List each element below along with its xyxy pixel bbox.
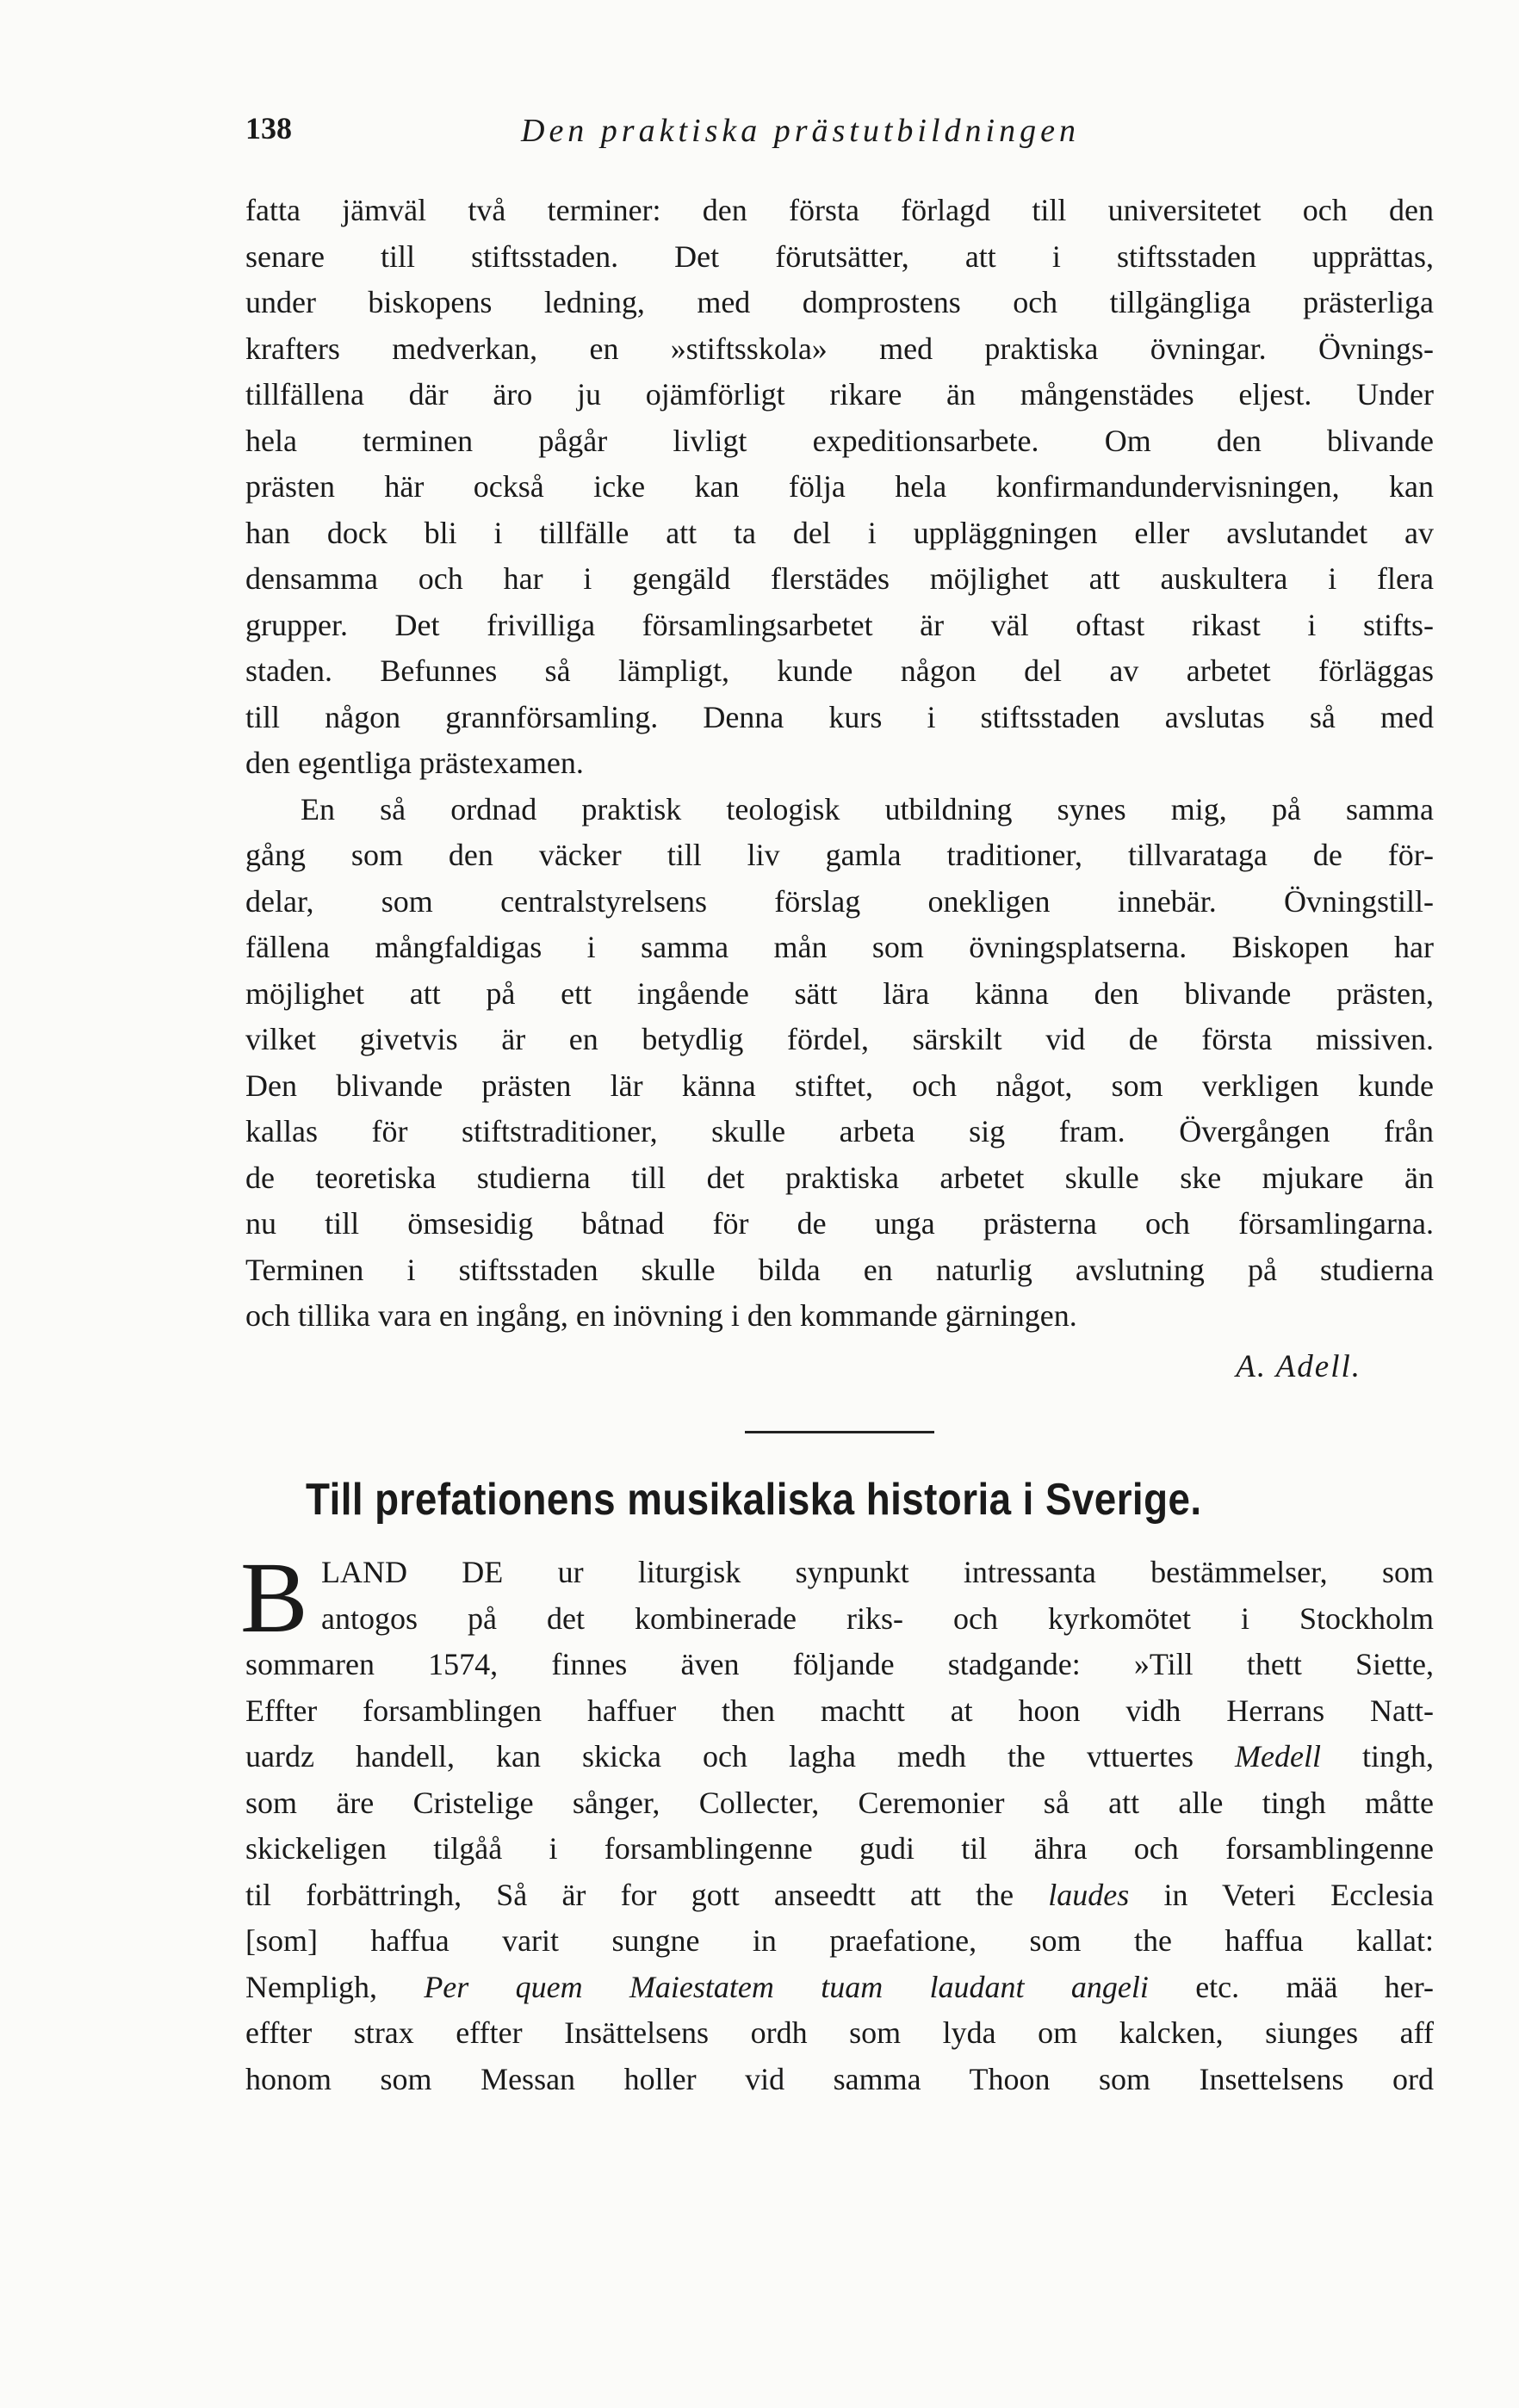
text-run: in Veteri Ecclesia [1129, 1877, 1434, 1912]
running-title: Den praktiska prästutbildningen [521, 113, 1080, 149]
drop-cap: B [240, 1541, 308, 1654]
text-line: En så ordnad praktisk teologisk utbildning synes mig, på samma [301, 791, 1434, 826]
text-line: han dock bli i tillfälle att ta del i uppläggningen eller avslutandet av [245, 515, 1434, 550]
author-signature: A. Adell. [1236, 1349, 1361, 1384]
text-line [245, 1734, 1434, 1780]
text-line: den egentliga prästexamen. [245, 746, 584, 780]
text-line: vilket givetvis är en betydlig fördel, särskilt vid de första missiven. [245, 1022, 1434, 1056]
text-line: senare till stiftsstaden. Det förutsätter, att i stiftsstaden upprättas, [245, 238, 1434, 274]
text-line: prästen här också icke kan följa hela konfirmandundervisningen, kan [245, 469, 1434, 504]
section-divider [745, 1431, 934, 1433]
text-line: LAND DE ur liturgisk synpunkt intressanta bestämmelser, som [321, 1555, 1434, 1589]
text-run: til forbättringh, Så är for gott anseedtt att the [245, 1877, 1049, 1912]
text-line: fällena mångfaldigas i samma mån som övningsplatserna. Biskopen har [245, 930, 1434, 964]
text-run: etc. mää her- [1148, 1969, 1434, 2004]
drop-cap-paragraph [240, 1541, 1434, 1654]
section-heading: Till prefationens musikaliska historia i Sverige. [306, 1475, 1202, 1525]
text-run: tingh, [1320, 1739, 1434, 1774]
text-line: antogos på det kombinerade riks- och kyrkomötet i Stockholm [321, 1600, 1434, 1636]
text-line: och tillika vara en ingång, en inövning i den kommande gärningen. [245, 1298, 1077, 1333]
text-line [245, 1965, 1434, 2011]
text-line: som äre Cristelige sånger, Collecter, Ceremonier så att alle tingh måtte [245, 1785, 1434, 1820]
text-line: hela terminen pågår livligt expeditionsarbete. Om den blivande [245, 423, 1434, 458]
text-run: uardz handell, kan skicka och lagha medh the vttuertes [245, 1739, 1235, 1774]
text-line: tillfällena där äro ju ojämförligt rikare än mångenstädes eljest. Under [245, 377, 1434, 412]
text-line: honom som Messan holler vid samma Thoon som Insettelsens ord [245, 2061, 1434, 2096]
text-line [245, 1873, 1434, 1919]
text-line: Den blivande prästen lär känna stiftet, och något, som verkligen kunde [245, 1068, 1434, 1103]
page-header [245, 110, 1434, 153]
text-line: sommaren 1574, finnes även följande stadgande: »Till thett Siette, [245, 1647, 1434, 1681]
text-line: grupper. Det frivilliga församlingsarbetet är väl oftast rikast i stifts- [245, 607, 1434, 642]
text-line: densamma och har i gengäld flerstädes möjlighet att auskultera i flera [245, 561, 1434, 596]
section-body [240, 1541, 1434, 2102]
italic-run: Per quem Maiestatem tuam laudant angeli [424, 1969, 1149, 2004]
text-line: staden. Befunnes så lämpligt, kunde någon del av arbetet förläggas [245, 653, 1434, 688]
article-body [245, 188, 1434, 1340]
page-number: 138 [245, 111, 292, 145]
text-line: gång som den väcker till liv gamla traditioner, tillvaratаga de för- [245, 838, 1434, 872]
text-line: till någon grannförsamling. Denna kurs i stiftsstaden avslutas så med [245, 699, 1434, 734]
text-line: under biskopens ledning, med domprostens och tillgängliga prästerliga [245, 285, 1434, 319]
text-line: kallas för stiftstraditioner, skulle arbeta sig fram. Övergången från [245, 1114, 1434, 1148]
text-line: nu till ömsesidig båtnad för de unga prästerna och församlingarna. [245, 1206, 1434, 1241]
text-line: delar, som centralstyrelsens förslag onekligen innebär. Övningstill- [245, 883, 1434, 919]
text-line: effter strax effter Insättelsens ordh som lyda om kalcken, siunges aff [245, 2015, 1434, 2050]
text-line: Effter forsamblingen haffuer then machtt at hoon vidh Herrans Natt- [245, 1693, 1434, 1728]
text-line: fatta jämväl två terminer: den första förlagd till universitetet och den [245, 193, 1434, 227]
text-line: krafters medverkan, en »stiftsskola» med praktiska övningar. Övnings- [245, 331, 1434, 366]
italic-run: laudes [1048, 1877, 1130, 1912]
text-line: möjlighet att på ett ingående sätt lära känna den blivande prästen, [245, 975, 1434, 1011]
text-line: de teoretiska studierna till det praktiska arbetet skulle ske mjukare än [245, 1160, 1434, 1195]
text-line: Terminen i stiftsstaden skulle bilda en naturlig avslutning på studierna [245, 1252, 1434, 1287]
text-run: Nempligh, [245, 1969, 425, 2004]
text-line: skickeligen tilgåå i forsamblingenne gudi til ähra och forsamblingenne [245, 1831, 1434, 1866]
italic-run: Medell [1235, 1739, 1321, 1774]
text-line: [som] haffua varit sungne in praefatione, som the haffua kallat: [245, 1923, 1434, 1958]
